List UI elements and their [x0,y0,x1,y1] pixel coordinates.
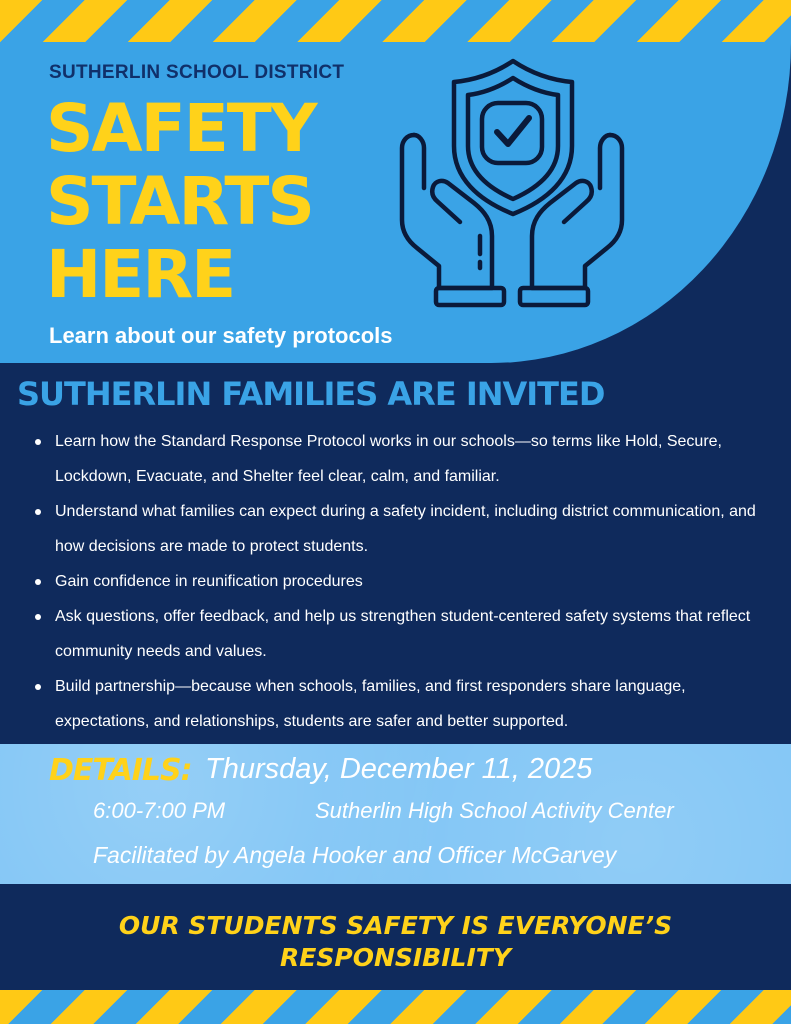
district-name: SUTHERLIN SCHOOL DISTRICT [49,62,345,83]
closing-message: OUR STUDENTS SAFETY IS EVERYONE’S RESPONSIBILITY [118,911,673,972]
invitation-item-srp: Learn how the Standard Response Protocol works in our schools—so terms like Hold, Secure, Lockdown, Evacuate, and Shelter feel clear, calm, and familiar. [34,424,764,494]
event-location: Sutherlin High School Activity Center [315,798,674,823]
bottom-hazard-stripes [0,990,791,1024]
tagline: Learn about our safety protocols [49,323,393,348]
event-date: Thursday, December 11, 2025 [205,753,593,785]
invitation-item-reunification: Gain confidence in reunification procedures [34,564,764,599]
invitation-item-feedback: Ask questions, offer feedback, and help us strengthen student-centered safety systems that reflect community needs and values. [34,599,764,669]
invitation-item-partnership: Build partnership—because when schools, families, and first responders share language, expectations, and relationships, students are safer and better supported. [34,669,764,739]
invitation-title: SUTHERLIN FAMILIES ARE INVITED [17,375,605,413]
headline-line-3: HERE [46,236,235,313]
invitation-item-expectations: Understand what families can expect during a safety incident, including district communication, and how decisions are made to protect students. [34,494,764,564]
headline-line-2: STARTS [46,163,313,240]
details-label: DETAILS: [49,753,192,788]
headline-line-1: SAFETY [46,90,316,167]
event-time: 6:00-7:00 PM [93,798,226,823]
shield-check-in-hands-icon [392,58,632,310]
headline [46,92,386,311]
event-facilitators: Facilitated by Angela Hooker and Officer McGarvey [93,842,617,868]
invitation-list [34,424,764,739]
top-hazard-stripes [0,0,791,42]
